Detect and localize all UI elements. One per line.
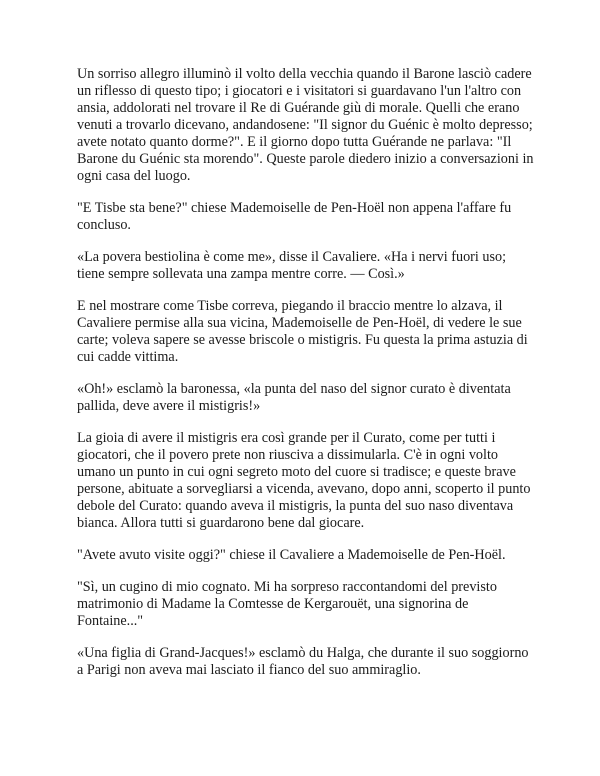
paragraph: «Una figlia di Grand-Jacques!» esclamò du Halga, che durante il suo soggiorno a Parigi non aveva mai lasciato il fianco del suo ammiraglio. [77, 645, 529, 678]
paragraph: «La povera bestiolina è come me», disse il Cavaliere. «Ha i nervi fuori uso; tiene sempre sollevata una zampa mentre corre. — Così.» [77, 249, 507, 282]
paragraph: E nel mostrare come Tisbe correva, piegando il braccio mentre lo alzava, il Cavaliere permise alla sua vicina, Mademoiselle de Pen-Hoël, di vedere le sue carte; voleva sapere se avesse briscole o mistigris. Fu questa la prima astuzia di cui cadde vittima. [77, 298, 528, 365]
paragraph: La gioia di avere il mistigris era così grande per il Curato, come per tutti i giocatori, che il povero prete non riusciva a dissimularla. C'è in ogni volto umano un punto in cui ogni segreto moto del cuore si tradisce; e queste brave persone, abituate a sorvegliarsi a vicenda, avevano, dopo anni, scoperto il punto debole del Curato: quando aveva il mistigris, la punta del suo naso diventava bianca. Allora tutti si guardarono bene dal giocare. [77, 430, 531, 531]
paragraph: Un sorriso allegro illuminò il volto della vecchia quando il Barone lasciò cadere un riflesso di questo tipo; i giocatori e i visitatori si guardavano l'un l'altro con ansia, addolorati nel trovare il Re di Guérande giù di morale. Quelli che erano venuti a trovarlo dicevano, andandosene: "Il signor du Guénic è molto depresso; avete notato quanto dorme?". E il giorno dopo tutta Guérande ne parlava: "Il Barone du Guénic sta morendo". Queste parole diedero inizio a conversazioni in ogni casa del luogo. [77, 66, 534, 184]
paragraph: "Sì, un cugino di mio cognato. Mi ha sorpreso raccontandomi del previsto matrimonio di Madame la Comtesse de Kergarouët, una signorina de Fontaine..." [77, 579, 497, 629]
paragraph: "E Tisbe sta bene?" chiese Mademoiselle de Pen-Hoël non appena l'affare fu concluso. [77, 200, 512, 233]
paragraph: «Oh!» esclamò la baronessa, «la punta del naso del signor curato è diventata pallida, deve avere il mistigris!» [77, 381, 511, 414]
document-page [77, 66, 537, 694]
paragraph: "Avete avuto visite oggi?" chiese il Cavaliere a Mademoiselle de Pen-Hoël. [77, 547, 506, 563]
